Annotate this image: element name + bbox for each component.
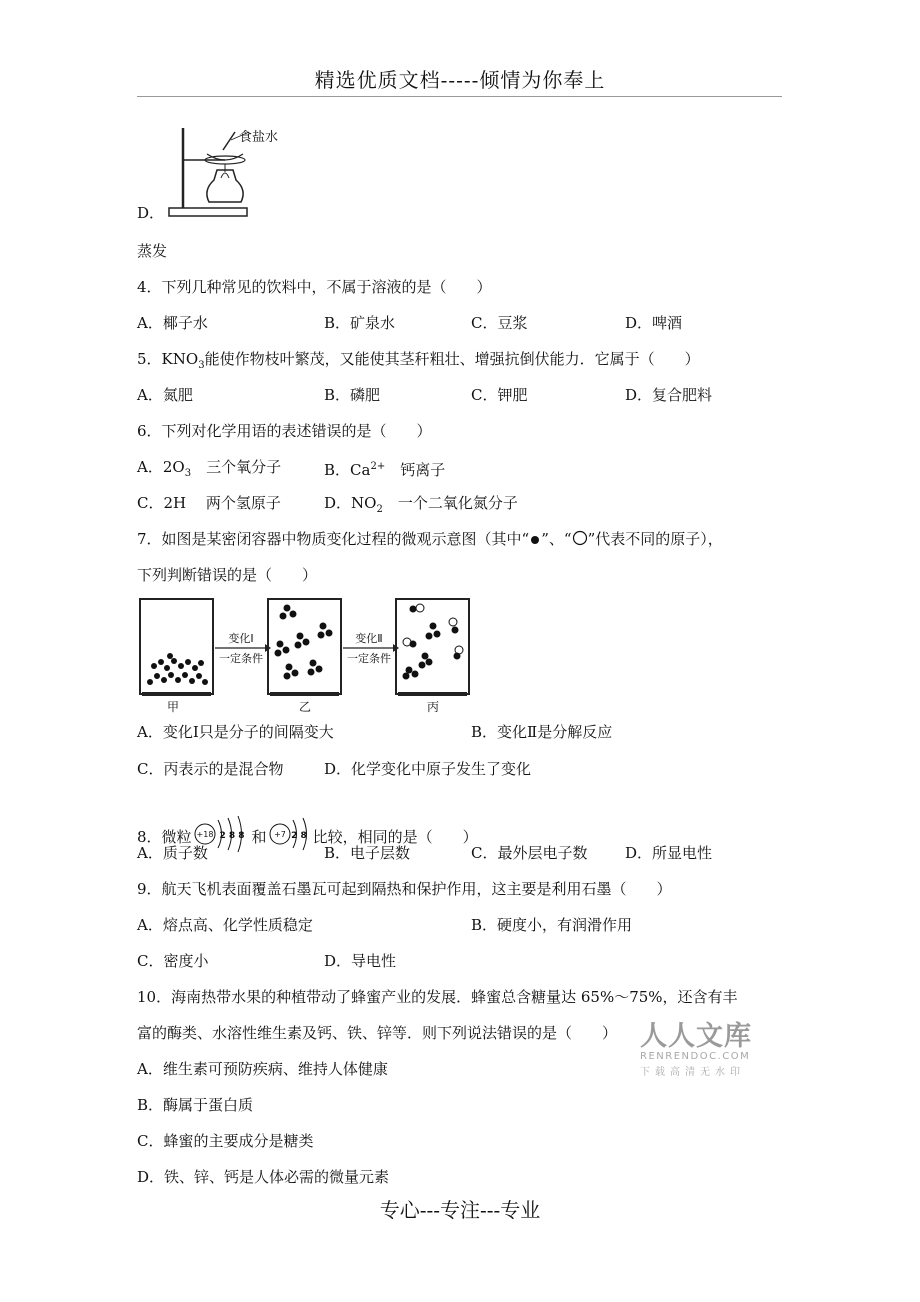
q6-a-text: 三个氧分子 xyxy=(191,458,282,476)
q7-option-c: C．丙表示的是混合物 xyxy=(137,760,284,778)
q8-stem-post: 比较，相同的是（ ） xyxy=(312,828,478,846)
watermark xyxy=(640,1014,780,1078)
q5-option-a: A．氮肥 xyxy=(137,386,193,404)
atom1-nucleus: +18 xyxy=(196,830,213,839)
q5-option-b: B．磷肥 xyxy=(324,386,381,404)
page-footer: 专心---专注---专业 xyxy=(379,1198,541,1222)
q8-option-c: C．最外层电子数 xyxy=(471,844,588,862)
watermark-logo-text: 人人文库 xyxy=(640,1021,752,1052)
atom1-shells: 2 8 8 xyxy=(219,831,245,841)
nitrogen-atom-structure-icon xyxy=(267,814,313,854)
watermark-tagline: 下载高清无水印 xyxy=(640,1067,745,1078)
q8-option-d: D．所显电性 xyxy=(625,844,713,862)
q9-stem: 9．航天飞机表面覆盖石墨瓦可起到隔热和保护作用，这主要是利用石墨（ ） xyxy=(137,880,672,898)
q6-option-b xyxy=(324,457,445,480)
q4-option-d: D．啤酒 xyxy=(625,314,683,332)
q6-a-sub: 3 xyxy=(184,468,192,479)
q5-option-d: D．复合肥料 xyxy=(625,386,713,404)
condition2-label: 一定条件 xyxy=(347,652,391,665)
q9-option-b: B．硬度小，有润滑作用 xyxy=(471,916,633,934)
q9-option-a: A．熔点高、化学性质稳定 xyxy=(137,916,313,934)
q10-option-b: B．酶属于蛋白质 xyxy=(137,1096,254,1114)
q4-option-c: C．豆浆 xyxy=(471,314,528,332)
q7-stem-line2: 下列判断错误的是（ ） xyxy=(137,566,318,584)
q8-option-a: A．质子数 xyxy=(137,844,208,862)
white-atom-icon xyxy=(572,530,588,546)
q6-option-d xyxy=(324,493,518,520)
q9-option-d: D．导电性 xyxy=(324,952,397,970)
q7-stem-part1: 7．如图是某密闭容器中物质变化过程的微观示意图（其中“ xyxy=(137,530,530,548)
q5-stem-rest: 能使作物枝叶繁茂，又能使其茎秆粗壮、增强抗倒伏能力．它属于（ ） xyxy=(204,350,700,368)
condition1-label: 一定条件 xyxy=(219,652,263,665)
atom2-shells: 2 8 xyxy=(290,831,307,841)
q8-stem-and: 和 xyxy=(251,828,267,846)
watermark-site: RENRENDOC.COM xyxy=(640,1051,751,1062)
q3-caption: 蒸发 xyxy=(137,242,168,260)
q8-stem-pre: 8．微粒 xyxy=(137,828,192,846)
q8-option-b: B．电子层数 xyxy=(324,844,411,862)
q10-stem-line1: 10．海南热带水果的种植带动了蜂蜜产业的发展．蜂蜜总含糖量达 65%～75%，还含有丰 xyxy=(137,988,738,1006)
q6-d-text: 一个二氧化氮分子 xyxy=(382,494,518,512)
q3-option-d-label: D． xyxy=(137,204,165,222)
q4-stem: 4．下列几种常见的饮料中，不属于溶液的是（ ） xyxy=(137,278,492,296)
q7-stem-part3: ”代表不同的原子）， xyxy=(587,530,723,548)
q6-stem: 6．下列对化学用语的表述错误的是（ ） xyxy=(137,422,432,440)
q10-option-c: C．蜂蜜的主要成分是糖类 xyxy=(137,1132,314,1150)
q10-option-d: D．铁、锌、钙是人体必需的微量元素 xyxy=(137,1168,390,1186)
q7-stem-line1 xyxy=(137,529,723,549)
q10-option-a: A．维生素可预防疾病、维持人体健康 xyxy=(137,1060,388,1078)
header-divider xyxy=(137,96,782,97)
q5-stem-number: 5．KNO xyxy=(137,350,199,368)
atom2-nucleus: +7 xyxy=(273,830,286,839)
q6-b-text: 钙离子 xyxy=(385,461,446,479)
q6-b-formula: B．Ca xyxy=(324,461,371,479)
q6-d-sub: 2 xyxy=(376,504,383,515)
q7-option-b: B．变化Ⅱ是分解反应 xyxy=(471,723,613,741)
box-bing-label: 丙 xyxy=(426,700,440,714)
q5-stem-sub: 3 xyxy=(198,360,205,371)
q5-option-c: C．钾肥 xyxy=(471,386,528,404)
q6-option-a xyxy=(137,457,281,484)
q6-b-sup: 2+ xyxy=(370,461,386,472)
q7-microscopic-diagram xyxy=(137,596,477,718)
q6-option-c: C．2H 两个氢原子 xyxy=(137,494,281,512)
q4-option-b: B．矿泉水 xyxy=(324,314,396,332)
q5-stem xyxy=(137,349,700,376)
q6-a-formula: A．2O xyxy=(137,458,185,476)
change1-label: 变化Ⅰ xyxy=(228,632,254,645)
q7-option-a: A．变化Ⅰ只是分子的间隔变大 xyxy=(137,723,334,741)
box-jia-label: 甲 xyxy=(166,700,180,714)
q3-figure-label: 食盐水 xyxy=(239,130,279,145)
q7-option-d: D．化学变化中原子发生了变化 xyxy=(324,760,532,778)
box-yi-label: 乙 xyxy=(298,700,312,714)
page-header: 精选优质文档-----倾情为你奉上 xyxy=(314,68,606,92)
q10-stem-line2: 富的酶类、水溶性维生素及钙、铁、锌等．则下列说法错误的是（ ） xyxy=(137,1024,618,1042)
change2-label: 变化Ⅱ xyxy=(355,632,383,645)
black-atom-icon xyxy=(529,533,541,545)
q9-option-c: C．密度小 xyxy=(137,952,209,970)
q6-d-formula: D．NO xyxy=(324,494,377,512)
q7-stem-part2: ”、“ xyxy=(541,530,572,548)
q4-option-a: A．椰子水 xyxy=(137,314,208,332)
evaporation-apparatus-figure xyxy=(163,122,293,220)
